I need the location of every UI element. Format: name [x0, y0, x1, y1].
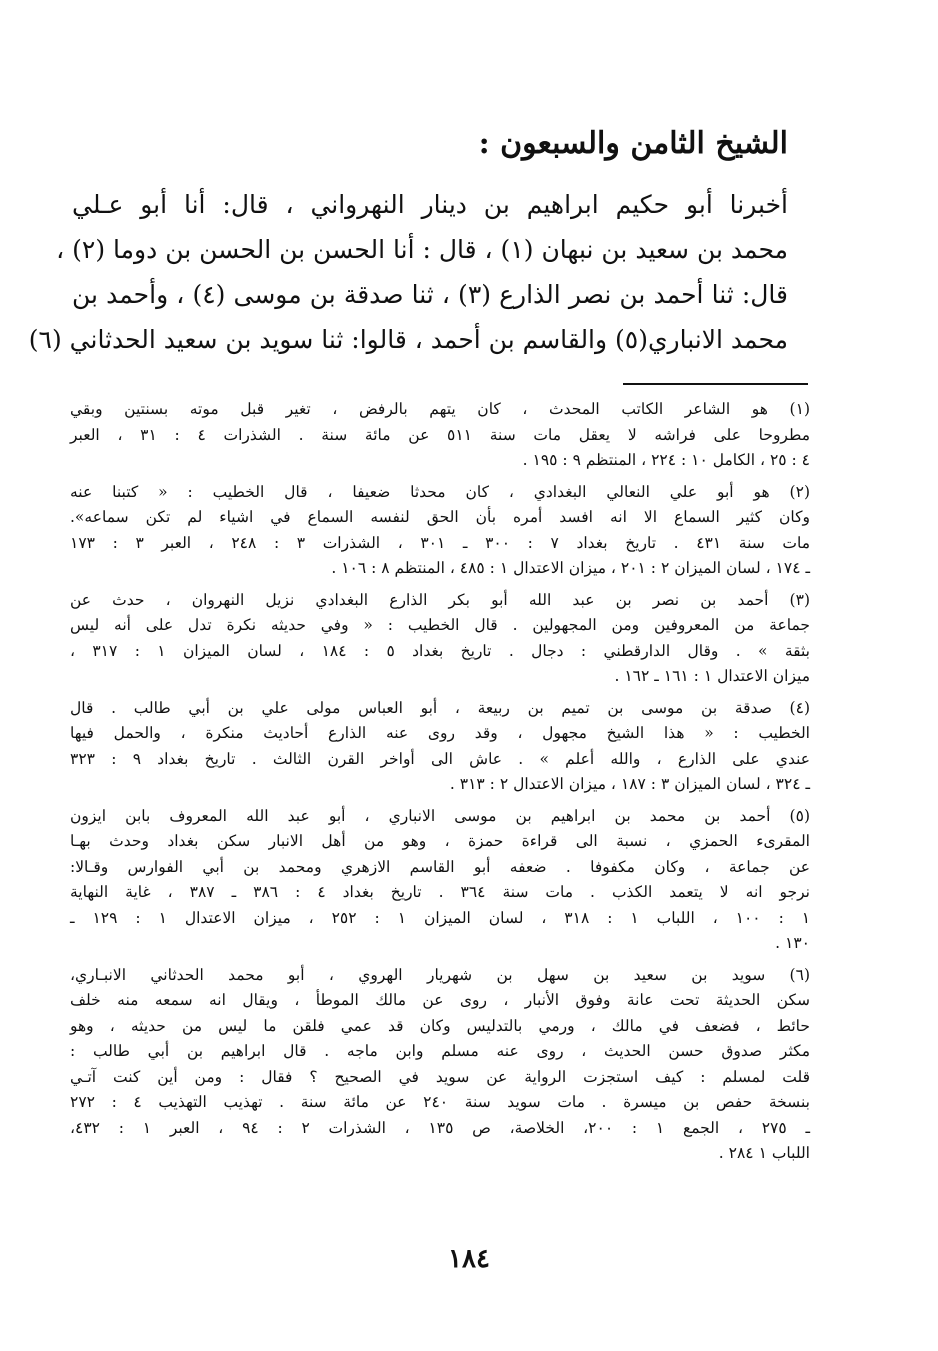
footnote-line: ٤ : ٢٥ ، الكامل ١٠ : ٢٢٤ ، المنتظم ٩ : ١٩٥ .: [522, 451, 810, 469]
footnote-1: [70, 397, 810, 474]
footnote-line: ـ ١٧٤ ، لسان الميزان ٢ : ٢٠١ ، ميزان الاعتدال ١ : ٤٨٥ ، المنتظم ٨ : ١٠٦ .: [331, 559, 810, 577]
footnote-line: بثقة » . وقال الدارقطني : دجال . تاريخ بغداد ٥ : ١٨٤ ، لسان الميزان ١ : ٣١٧ ،: [70, 641, 810, 660]
footnote-line: المقرىء الحمزي ، نسبة الى قراءة حمزة ، وهو من أهل الانبار سكن بغداد وحدث بهـا: [70, 832, 810, 850]
footnote-6: [70, 963, 810, 1167]
main-text-line: قال: ثنا أحمد بن نصر الذارع (٣) ، ثنا صدقة بن موسى (٤) ، وأحمد بن: [72, 280, 788, 309]
footnote-line: ١ : ١٠٠ ، اللباب ١ : ٣١٨ ، لسان الميزان ١ : ٢٥٢ ، ميزان الاعتدال ١ : ١٢٩ ـ: [70, 908, 811, 927]
footnote-line: ـ ٣٢٤ ، لسان الميزان ٣ : ١٨٧ ، ميزان الاعتدال ٢ : ٣١٣ .: [449, 775, 810, 793]
main-text-line: محمد الانباري(٥) والقاسم بن أحمد ، قالوا: ثنا سويد بن سعيد الحدثاني (٦): [28, 325, 788, 354]
footnote-line: بنسخة حفص بن ميسرة . مات سويد سنة ٢٤٠ عن مائة سنة . تهذيب التهذيب ٤ : ٢٧٢: [70, 1093, 810, 1111]
footnote-line: مطروحا على فراشه لا يعقل مات سنة ٥١١ عن مائة سنة . الشذرات ٤ : ٣١ ، العبر: [70, 425, 811, 444]
footnote-line: سكن الحديثة تحت عانة وفوق الأنبار ، روى عن مالك الموطأ ، ويقال انه سمعه منه خلف: [70, 991, 810, 1009]
footnote-separator: [623, 383, 808, 385]
footnote-5: [70, 804, 810, 957]
footnote-line: (٤) صدقة بن موسى بن تميم بن ربيعة ، أبو العباس مولى علي بن أبي طالب . قال: [70, 698, 810, 717]
footnote-line: جماعة من المعروفين ومن المجهولين . قال الخطيب : « وفي حديثه نكرة تدل على أنه ليس: [70, 616, 810, 634]
footnote-line: عندي على الذارع ، والله أعلم » . عاش الى أواخر القرن الثالث . تاريخ بغداد ٩ : ٣٢٣: [70, 749, 810, 768]
footnote-line: (٦) سويد بن سعيد بن سهل بن شهريار الهروي ، أبو محمد الحدثاني الانبـاري،: [70, 965, 810, 984]
footnote-line: (٢) هو أبو علي النعالي البغدادي ، كان محدثا ضعيفا ، قال الخطيب : « كتبنا عنه: [70, 482, 810, 501]
footnote-line: ميزان الاعتدال ١ : ١٦١ ـ ١٦٢ .: [614, 667, 810, 685]
footnote-line: وكان كثير السماع الا انه افسد أمره بأن الحق لنفسه السماع في اشياء لم تكن سماعه».: [70, 508, 810, 526]
footnote-line: حائط ، فضعف في مالك ، ورمي بالتدليس وكان قد عمي فلقن ما ليس من حديثه ، وهو: [70, 1016, 810, 1035]
footnote-3: [70, 588, 810, 690]
footnotes: [70, 397, 810, 1173]
footnote-line: (٣) أحمد بن نصر بن عبد الله أبو بكر الذارع البغدادي نزيل النهروان ، حدث عن: [70, 590, 810, 609]
page-number: ١٨٤: [448, 1244, 490, 1274]
footnote-line: ـ ٢٧٥ ، الجمع ١ : ٢٠٠، الخلاصة، ص ١٣٥ ، الشذرات ٢ : ٩٤ ، العبر ١ : ٤٣٢،: [70, 1118, 811, 1137]
footnote-line: اللباب ١ ٢٨٤ .: [718, 1144, 810, 1162]
footnote-line: مات سنة ٤٣١ . تاريخ بغداد ٧ : ٣٠٠ ـ ٣٠١ ، الشذرات ٣ : ٢٤٨ ، العبر ٣ : ١٧٣: [70, 533, 811, 552]
footnote-line: الخطيب : « هذا الشيخ مجهول ، وقد روى عنه الذارع أحاديث منكرة ، والحمل فيها: [70, 724, 810, 742]
footnote-line: قلت لمسلم : كيف استجزت الرواية عن سويد في الصحيح ؟ فقال : ومن أين كنت آتـي: [70, 1067, 810, 1086]
main-text-line: أخبرنا أبو حكيم ابراهيم بن دينار النهرواني ، قال: أنا أبو عـلي: [72, 190, 788, 219]
footnote-line: (١) هو الشاعر الكاتب المحدث ، كان يتهم بالرفض ، تغير قبل موته بسنتين وبقي: [70, 400, 810, 418]
footnote-line: (٥) أحمد بن محمد بن ابراهيم بن موسى الانباري ، أبو عبد الله المعروف بابن ايزون: [70, 806, 810, 825]
main-text-line: محمد بن سعيد بن نبهان (١) ، قال : أنا الحسن بن الحسن بن دوما (٢) ،: [56, 235, 788, 264]
footnote-line: عن جماعة ، وكان مكفوفا . ضعفه أبو القاسم الازهري ومحمد بن أبي الفوارس وقـالا:: [70, 857, 810, 876]
section-heading: الشيخ الثامن والسبعون :: [478, 126, 788, 161]
footnote-line: مكثر صدوق حسن الحديث ، روى عنه مسلم وابن ماجه . قال ابراهيم بن أبي طالب :: [70, 1042, 810, 1060]
footnote-4: [70, 696, 810, 798]
footnote-line: نرجو انه لا يتعمد الكذب . مات سنة ٣٦٤ . تاريخ بغداد ٤ : ٣٨٦ ـ ٣٨٧ ، غاية النهاية: [70, 883, 811, 901]
main-text: [28, 182, 788, 362]
footnote-2: [70, 480, 810, 582]
footnote-line: ١٣٠ .: [775, 934, 810, 952]
